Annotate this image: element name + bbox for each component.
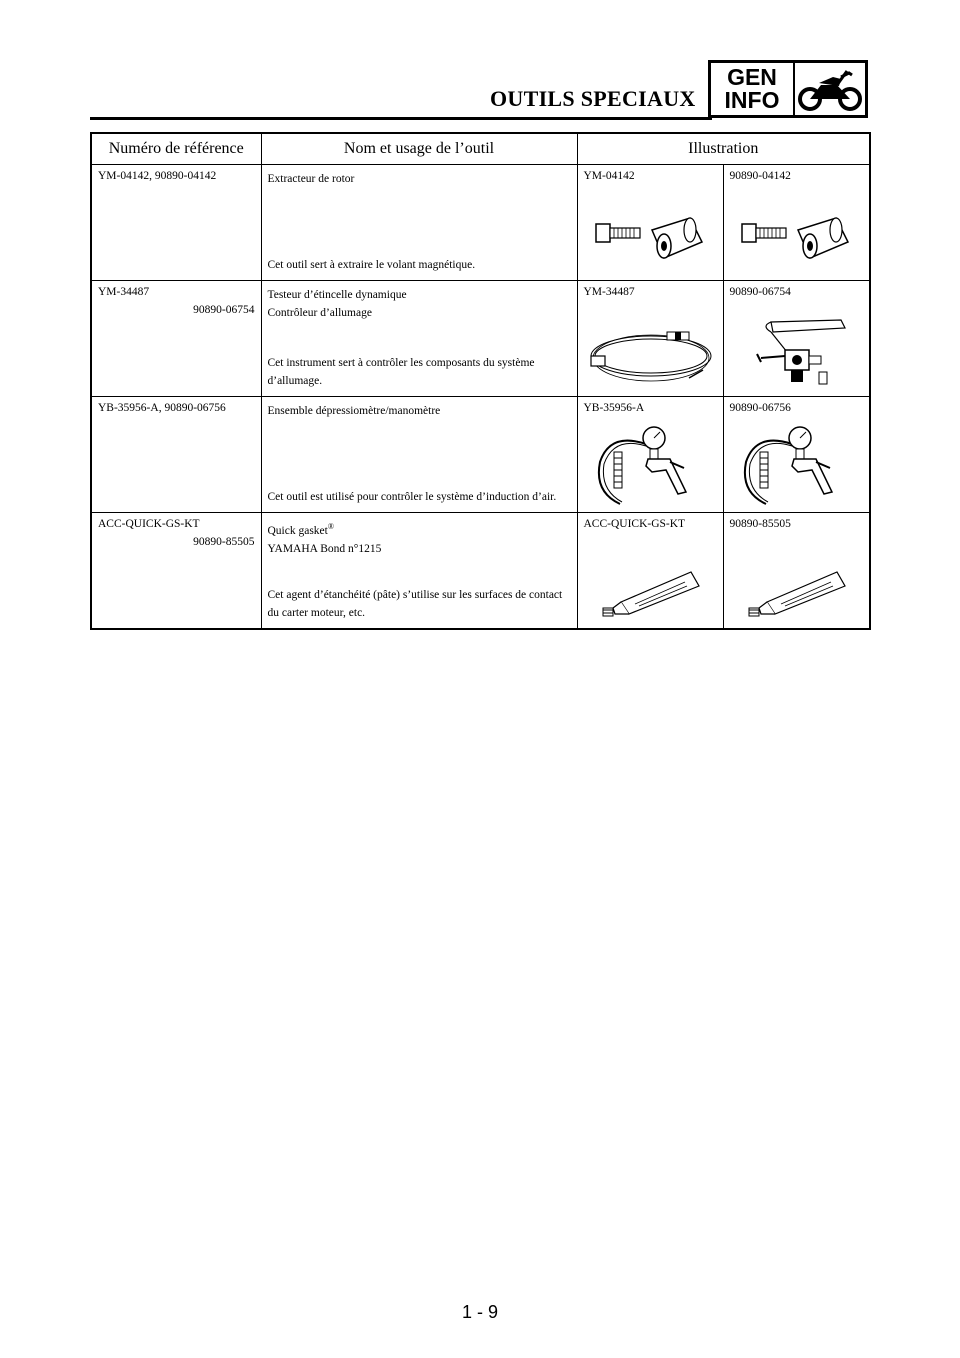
spark-tester-icon <box>578 318 723 392</box>
illustration-cell <box>577 165 723 281</box>
illustration-cell <box>577 281 723 397</box>
reference-cell <box>91 165 261 281</box>
header-rule <box>90 117 712 120</box>
reference-number: YM-34487 <box>98 286 150 298</box>
tool-description: Cet outil est utilisé pour contrôler le système d’induction d’air. <box>267 491 557 503</box>
name-cell <box>261 397 577 513</box>
registered-mark: ® <box>327 522 334 531</box>
page-number: 1 - 9 <box>461 1302 499 1322</box>
name-cell <box>261 281 577 397</box>
badge-line2: INFO <box>724 87 780 113</box>
table-row <box>91 397 870 513</box>
reference-cell <box>91 513 261 629</box>
illustration-code: 90890-06754 <box>729 286 791 298</box>
table-row <box>91 281 870 397</box>
rotor-puller-icon <box>578 212 723 276</box>
tool-description: Cet instrument sert à contrôler les composants du système d’allumage. <box>267 357 535 387</box>
badge-text <box>711 63 795 115</box>
tool-name: Testeur d’étincelle dynamique <box>267 289 407 301</box>
column-header-name: Nom et usage de l’outil <box>261 133 577 165</box>
illustration-code: YB-35956-A <box>583 402 645 414</box>
column-header-illustration: Illustration <box>577 133 870 165</box>
motorcycle-icon <box>795 63 865 115</box>
reference-number-secondary: 90890-85505 <box>193 536 255 548</box>
spark-tester-icon <box>724 312 870 392</box>
rotor-puller-icon <box>724 212 870 276</box>
reference-cell <box>91 397 261 513</box>
illustration-code: YM-04142 <box>583 170 635 182</box>
tool-name: Extracteur de rotor <box>267 173 355 185</box>
reference-number-secondary: 90890-06754 <box>193 304 255 316</box>
tool-name <box>268 518 571 540</box>
tool-description: Cet outil sert à extraire le volant magnétique. <box>267 259 476 271</box>
table-row <box>91 513 870 629</box>
illustration-code: 90890-85505 <box>729 518 791 530</box>
tool-description: Cet agent d’étanchéité (pâte) s’utilise sur les surfaces de contact du carter moteur, etc. <box>267 588 563 619</box>
gen-info-badge <box>708 60 868 118</box>
column-header-reference: Numéro de référence <box>91 133 261 165</box>
illustration-cell <box>723 397 870 513</box>
vacuum-gauge-icon <box>578 422 723 508</box>
table-header-row <box>91 133 870 165</box>
illustration-cell <box>723 281 870 397</box>
illustration-cell <box>723 165 870 281</box>
illustration-code: YM-34487 <box>583 286 635 298</box>
vacuum-gauge-icon <box>724 422 870 508</box>
name-cell <box>261 513 577 629</box>
reference-number: ACC-QUICK-GS-KT <box>98 518 200 530</box>
tool-name-text: Quick gasket <box>267 524 328 537</box>
reference-number: YM-04142, 90890-04142 <box>98 170 217 182</box>
special-tools-table <box>90 132 871 630</box>
reference-number: YB-35956-A, 90890-06756 <box>98 402 226 414</box>
illustration-cell <box>577 397 723 513</box>
tool-name-alt: YAMAHA Bond n°1215 <box>267 542 382 555</box>
name-cell <box>261 165 577 281</box>
sealant-tube-icon <box>724 564 870 624</box>
sealant-tube-icon <box>578 564 723 624</box>
tool-name-alt: Contrôleur d’allumage <box>267 307 372 319</box>
reference-cell <box>91 281 261 397</box>
page-title: OUTILS SPECIAUX <box>490 86 696 111</box>
tool-name: Ensemble dépressiomètre/manomètre <box>267 405 441 417</box>
illustration-cell <box>577 513 723 629</box>
illustration-code: 90890-06756 <box>729 402 791 414</box>
illustration-cell <box>723 513 870 629</box>
illustration-code: 90890-04142 <box>729 170 791 182</box>
illustration-code: ACC-QUICK-GS-KT <box>583 518 686 530</box>
table-row <box>91 165 870 281</box>
badge-line1: GEN <box>727 64 777 90</box>
